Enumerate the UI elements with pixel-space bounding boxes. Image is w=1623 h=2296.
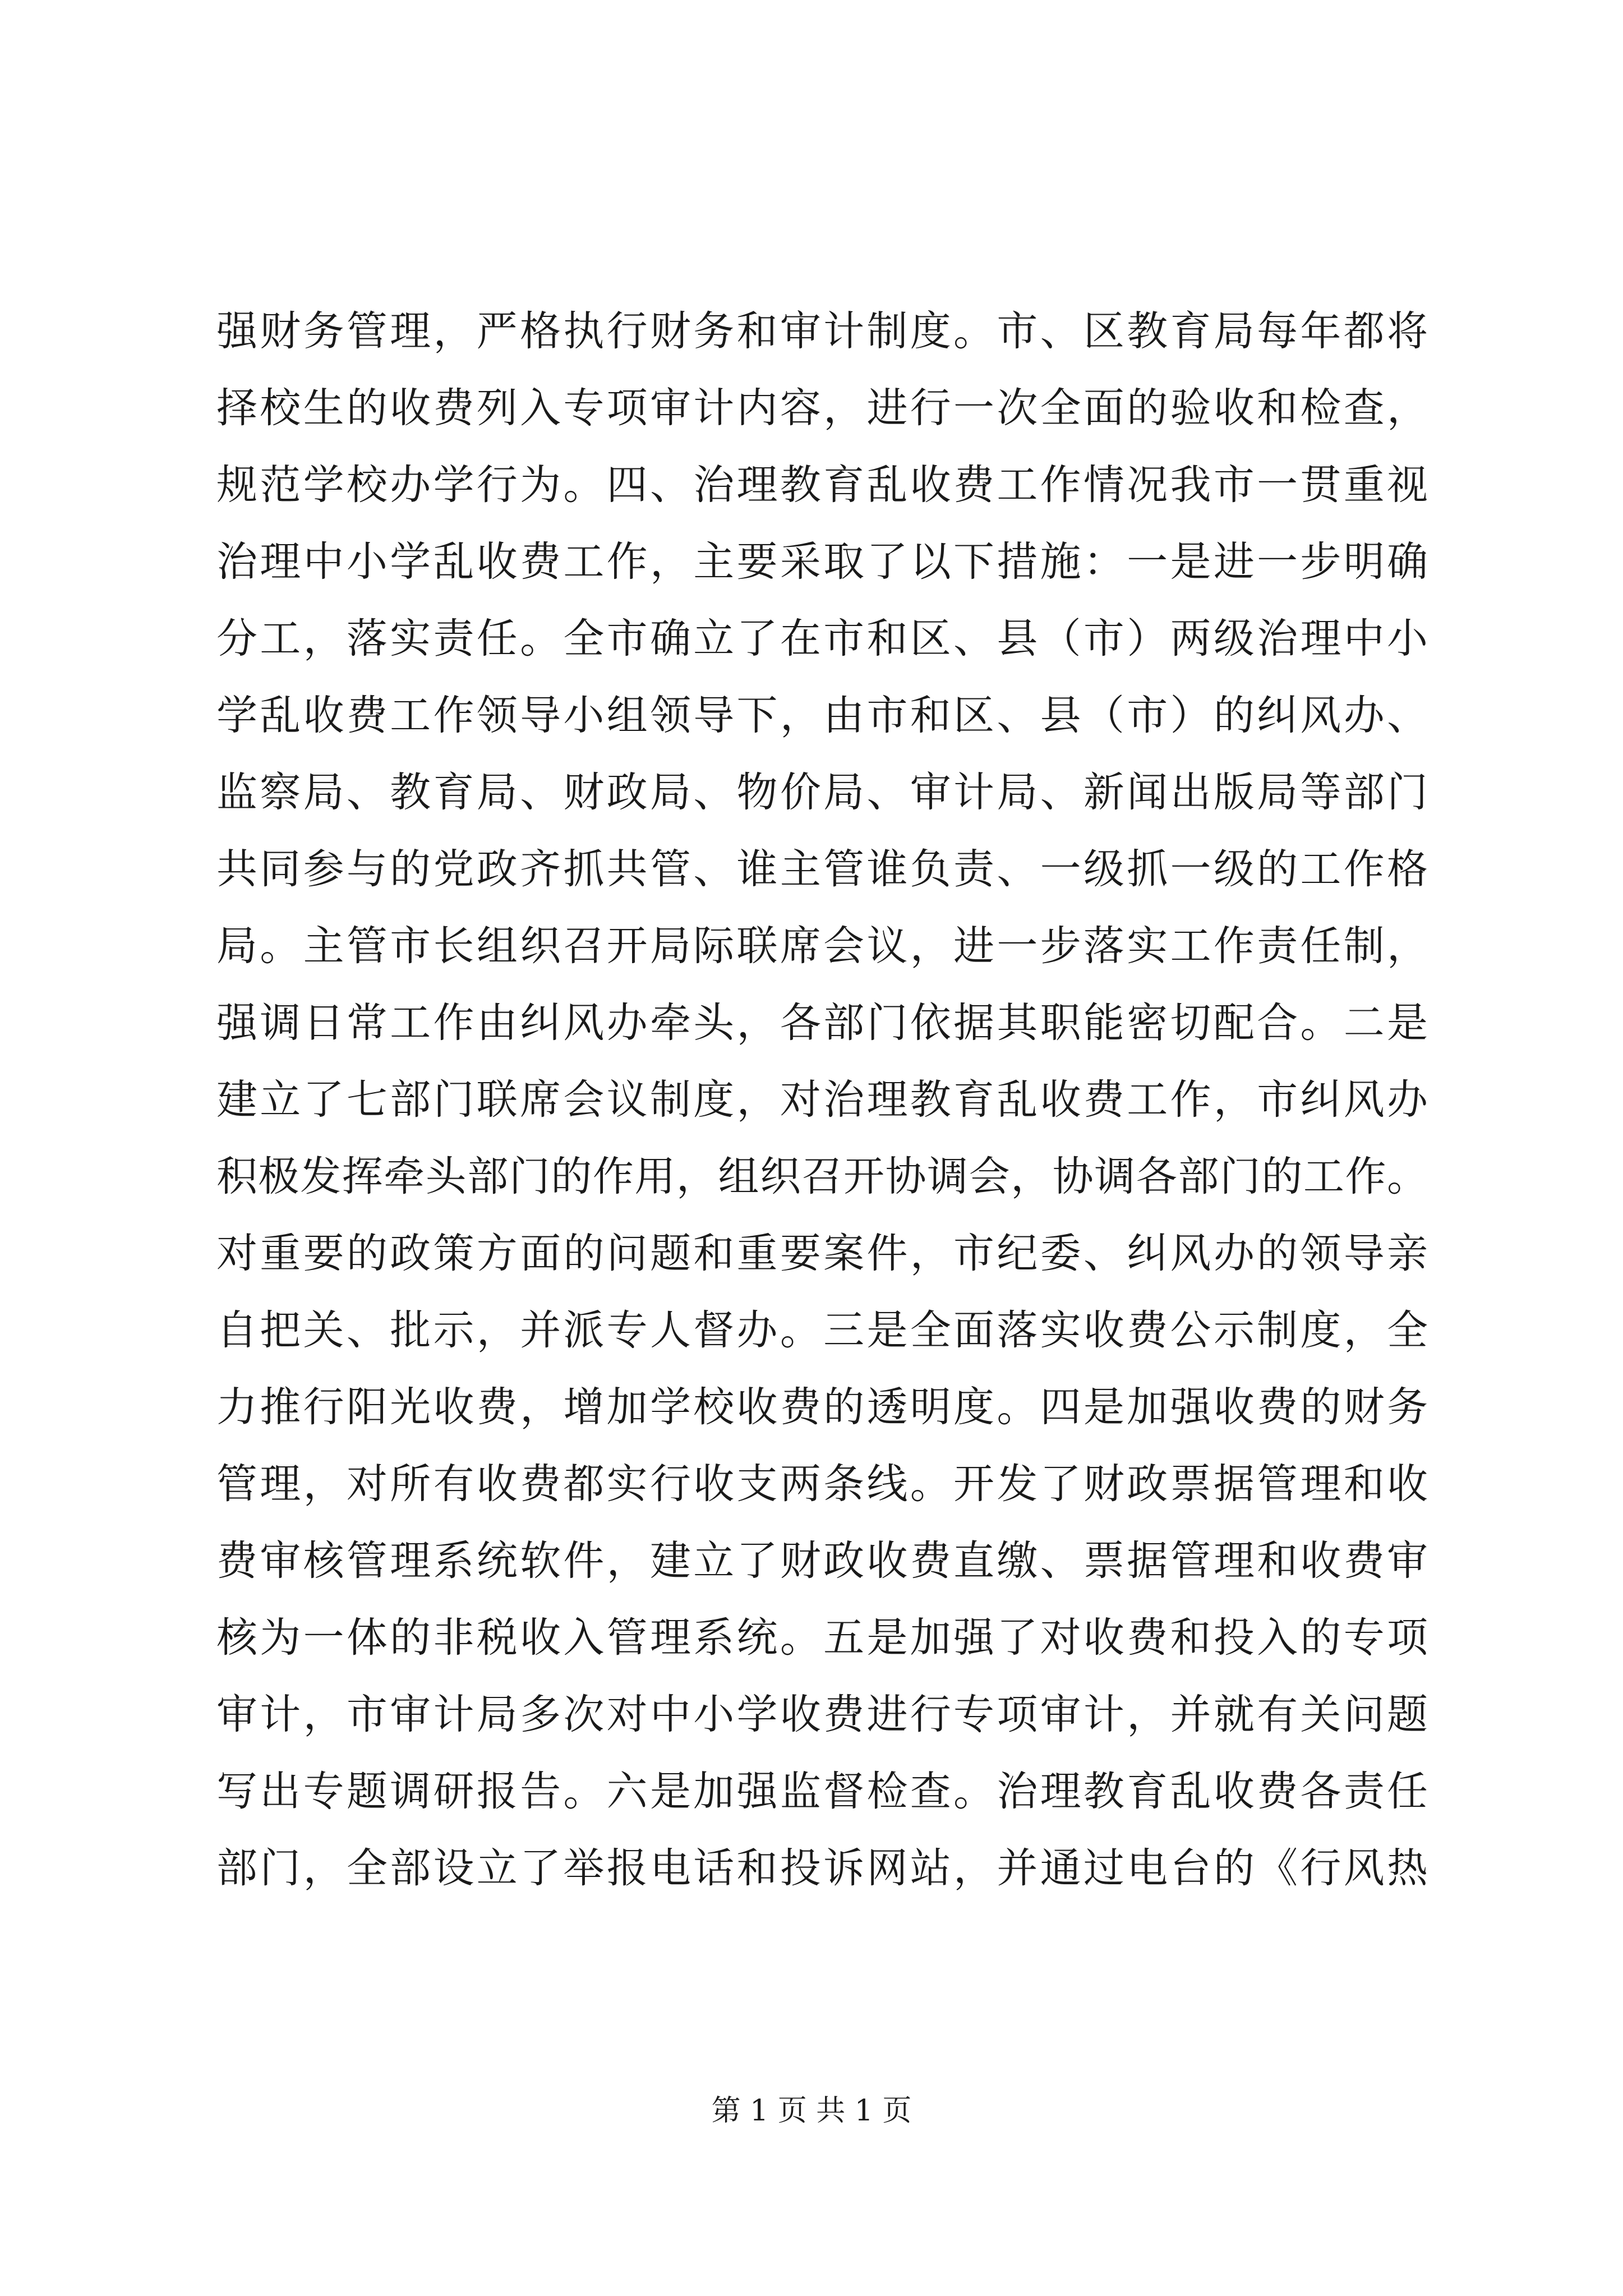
text-line: 择校生的收费列入专项审计内容，进行一次全面的验收和检查， [216, 384, 1428, 432]
text-line: 规范学校办学行为。四、治理教育乱收费工作情况我市一贯重视 [216, 461, 1428, 509]
text-line: 费审核管理系统软件，建立了财政收费直缴、票据管理和收费审 [216, 1537, 1428, 1585]
text-line: 力推行阳光收费，增加学校收费的透明度。四是加强收费的财务 [216, 1383, 1428, 1431]
text-line: 治理中小学乱收费工作，主要采取了以下措施：一是进一步明确 [216, 538, 1428, 586]
text-line: 管理，对所有收费都实行收支两条线。开发了财政票据管理和收 [216, 1460, 1428, 1508]
body-text [216, 293, 1428, 1907]
text-line: 分工，落实责任。全市确立了在市和区、县（市）两级治理中小 [216, 615, 1428, 662]
text-line: 建立了七部门联席会议制度，对治理教育乱收费工作，市纠风办 [216, 1076, 1428, 1124]
text-line: 监察局、教育局、财政局、物价局、审计局、新闻出版局等部门 [216, 769, 1428, 816]
text-line: 共同参与的党政齐抓共管、谁主管谁负责、一级抓一级的工作格 [216, 845, 1428, 893]
text-line: 强财务管理，严格执行财务和审计制度。市、区教育局每年都将 [216, 307, 1428, 355]
text-line: 写出专题调研报告。六是加强监督检查。治理教育乱收费各责任 [216, 1768, 1428, 1815]
text-line: 核为一体的非税收入管理系统。五是加强了对收费和投入的专项 [216, 1614, 1428, 1662]
text-line: 审计，市审计局多次对中小学收费进行专项审计，并就有关问题 [216, 1691, 1428, 1738]
page-number-label: 第 1 页 共 1 页 [711, 2094, 912, 2128]
text-line: 局。主管市长组织召开局际联席会议，进一步落实工作责任制， [216, 922, 1428, 970]
text-line: 学乱收费工作领导小组领导下，由市和区、县（市）的纠风办、 [216, 692, 1428, 739]
text-line: 积极发挥牵头部门的作用，组织召开协调会，协调各部门的工作。 [216, 1153, 1428, 1200]
page-footer [0, 2087, 1623, 2129]
text-line: 部门，全部设立了举报电话和投诉网站，并通过电台的《行风热 [216, 1844, 1428, 1892]
text-line: 自把关、批示，并派专人督办。三是全面落实收费公示制度，全 [216, 1306, 1428, 1354]
text-line: 对重要的政策方面的问题和重要案件，市纪委、纠风办的领导亲 [216, 1230, 1428, 1277]
text-line: 强调日常工作由纠风办牵头，各部门依据其职能密切配合。二是 [216, 999, 1428, 1047]
